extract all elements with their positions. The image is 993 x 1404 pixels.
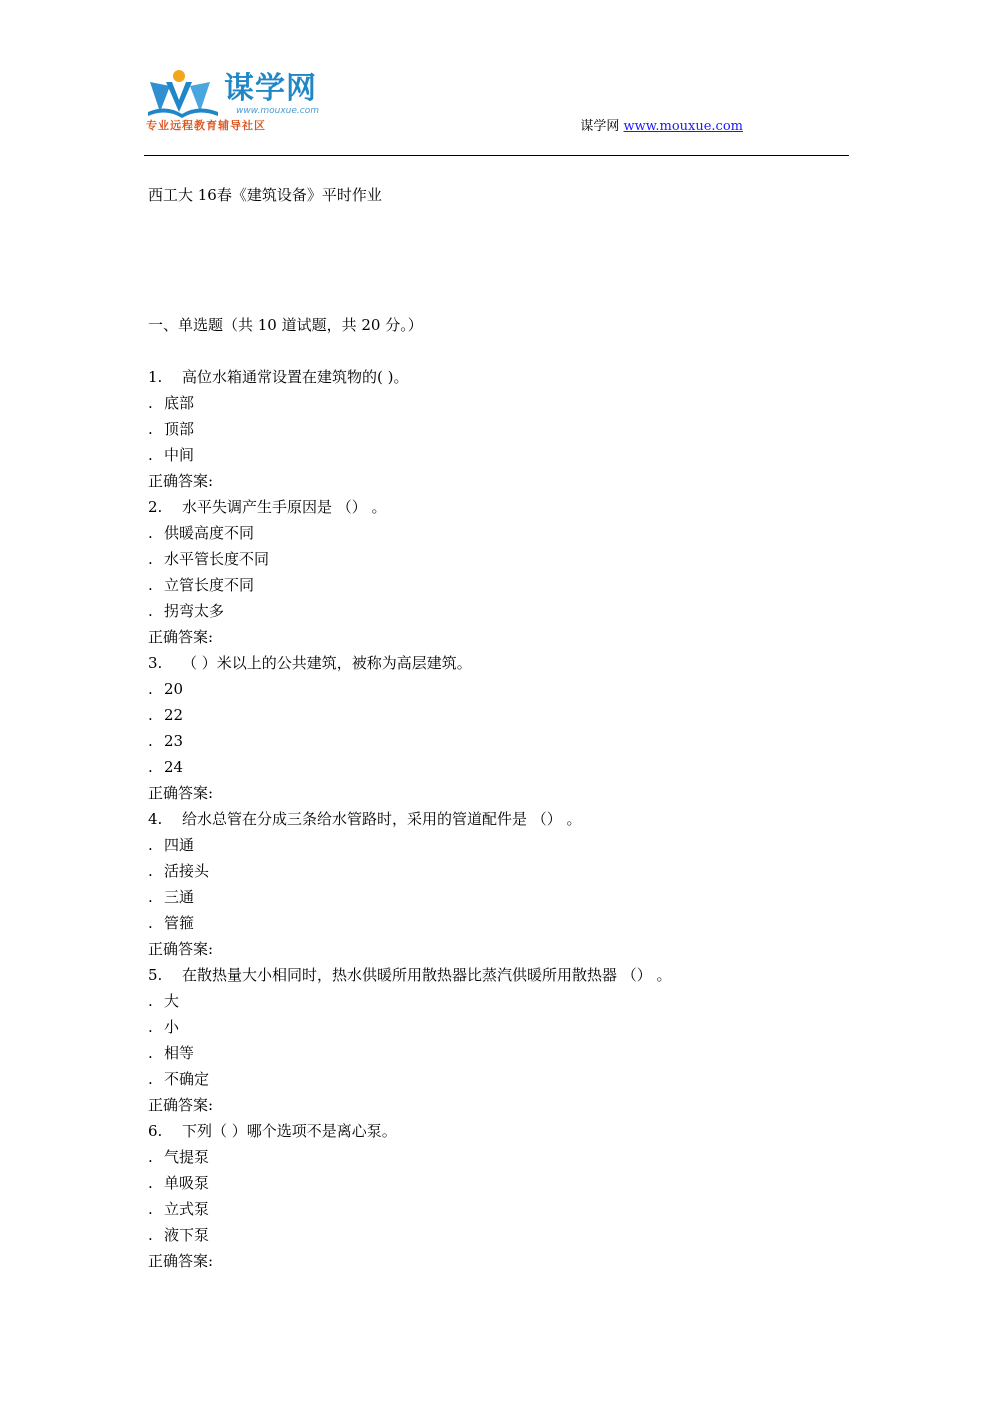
option-marker: . <box>148 550 153 568</box>
option-marker: . <box>148 836 153 854</box>
answer-option <box>148 705 848 731</box>
question-text: 水平失调产生手原因是 （） 。 <box>182 498 387 516</box>
answer-option <box>148 861 848 887</box>
answer-option <box>148 835 848 861</box>
question-stem <box>148 809 848 835</box>
option-marker: . <box>148 706 153 724</box>
question-number: 1. <box>148 368 163 386</box>
question-text: （ ）米以上的公共建筑，被称为高层建筑。 <box>182 654 472 672</box>
option-marker: . <box>148 888 153 906</box>
site-logo <box>146 66 346 138</box>
option-marker: . <box>148 1044 153 1062</box>
answer-option <box>148 887 848 913</box>
answer-label: 正确答案: <box>148 940 214 958</box>
option-marker: . <box>148 758 153 776</box>
option-text: 水平管长度不同 <box>164 550 270 568</box>
section-heading: 一、单选题（共 10 道试题，共 20 分。） <box>148 316 423 334</box>
question-stem <box>148 367 848 393</box>
question-stem <box>148 965 848 991</box>
answer-option <box>148 1017 848 1043</box>
answer-label: 正确答案: <box>148 628 214 646</box>
logo-name: 谋学网 <box>224 71 317 106</box>
answer-option <box>148 1173 848 1199</box>
answer-option <box>148 991 848 1017</box>
option-text: 23 <box>164 732 184 750</box>
option-text: 中间 <box>164 446 195 464</box>
question-number: 3. <box>148 654 163 672</box>
answer-option <box>148 1069 848 1095</box>
answer-option <box>148 679 848 705</box>
option-text: 拐弯太多 <box>164 602 225 620</box>
answer-option <box>148 575 848 601</box>
option-text: 大 <box>164 992 180 1010</box>
option-text: 立管长度不同 <box>164 576 255 594</box>
question-text: 在散热量大小相同时，热水供暖所用散热器比蒸汽供暖所用散热器 （） 。 <box>182 966 672 984</box>
question-stem <box>148 1121 848 1147</box>
question-stem <box>148 653 848 679</box>
option-marker: . <box>148 1200 153 1218</box>
document-title: 西工大 16春《建筑设备》平时作业 <box>148 186 382 204</box>
option-text: 气提泵 <box>164 1148 210 1166</box>
answer-option <box>148 393 848 419</box>
option-text: 24 <box>164 758 184 776</box>
answer-option <box>148 523 848 549</box>
site-label: 谋学网 <box>580 119 620 134</box>
answer-option <box>148 419 848 445</box>
logo-url: www.mouxue.com <box>236 106 319 116</box>
option-text: 单吸泵 <box>164 1174 210 1192</box>
question-number: 4. <box>148 810 163 828</box>
option-marker: . <box>148 1148 153 1166</box>
option-marker: . <box>148 602 153 620</box>
option-text: 活接头 <box>164 862 210 880</box>
page-header <box>146 66 849 156</box>
question-text: 给水总管在分成三条给水管路时，采用的管道配件是 （） 。 <box>182 810 582 828</box>
question-number: 2. <box>148 498 163 516</box>
answer-option <box>148 601 848 627</box>
answer-label: 正确答案: <box>148 1096 214 1114</box>
site-link[interactable]: www.mouxue.com <box>623 119 743 134</box>
option-marker: . <box>148 992 153 1010</box>
option-text: 液下泵 <box>164 1226 210 1244</box>
option-text: 四通 <box>164 836 195 854</box>
option-text: 20 <box>164 680 184 698</box>
option-text: 底部 <box>164 394 195 412</box>
header-divider <box>144 155 849 156</box>
logo-book-icon <box>146 68 222 120</box>
answer-option <box>148 1147 848 1173</box>
option-marker: . <box>148 1070 153 1088</box>
answer-option <box>148 731 848 757</box>
question-stem <box>148 497 848 523</box>
answer-option <box>148 549 848 575</box>
option-text: 22 <box>164 706 184 724</box>
option-marker: . <box>148 446 153 464</box>
answer-option <box>148 1225 848 1251</box>
option-marker: . <box>148 524 153 542</box>
option-marker: . <box>148 1174 153 1192</box>
option-marker: . <box>148 420 153 438</box>
option-text: 小 <box>164 1018 180 1036</box>
question-text: 高位水箱通常设置在建筑物的( )。 <box>182 368 409 386</box>
option-marker: . <box>148 1018 153 1036</box>
question-text: 下列（ ）哪个选项不是离心泵。 <box>182 1122 397 1140</box>
option-marker: . <box>148 394 153 412</box>
answer-option <box>148 757 848 783</box>
option-marker: . <box>148 1226 153 1244</box>
answer-label: 正确答案: <box>148 1252 214 1270</box>
question-number: 6. <box>148 1122 163 1140</box>
option-text: 供暖高度不同 <box>164 524 255 542</box>
answer-option <box>148 1043 848 1069</box>
logo-slogan: 专业远程教育辅导社区 <box>146 119 266 132</box>
option-marker: . <box>148 732 153 750</box>
option-marker: . <box>148 914 153 932</box>
answer-option <box>148 1199 848 1225</box>
option-text: 三通 <box>164 888 195 906</box>
option-text: 管箍 <box>164 914 195 932</box>
option-text: 不确定 <box>164 1070 210 1088</box>
option-text: 顶部 <box>164 420 195 438</box>
question-number: 5. <box>148 966 163 984</box>
option-text: 相等 <box>164 1044 195 1062</box>
question-list <box>148 367 848 1277</box>
option-marker: . <box>148 576 153 594</box>
site-reference <box>580 119 743 135</box>
answer-label: 正确答案: <box>148 784 214 802</box>
option-marker: . <box>148 680 153 698</box>
answer-option <box>148 445 848 471</box>
option-text: 立式泵 <box>164 1200 210 1218</box>
option-marker: . <box>148 862 153 880</box>
answer-option <box>148 913 848 939</box>
answer-label: 正确答案: <box>148 472 214 490</box>
